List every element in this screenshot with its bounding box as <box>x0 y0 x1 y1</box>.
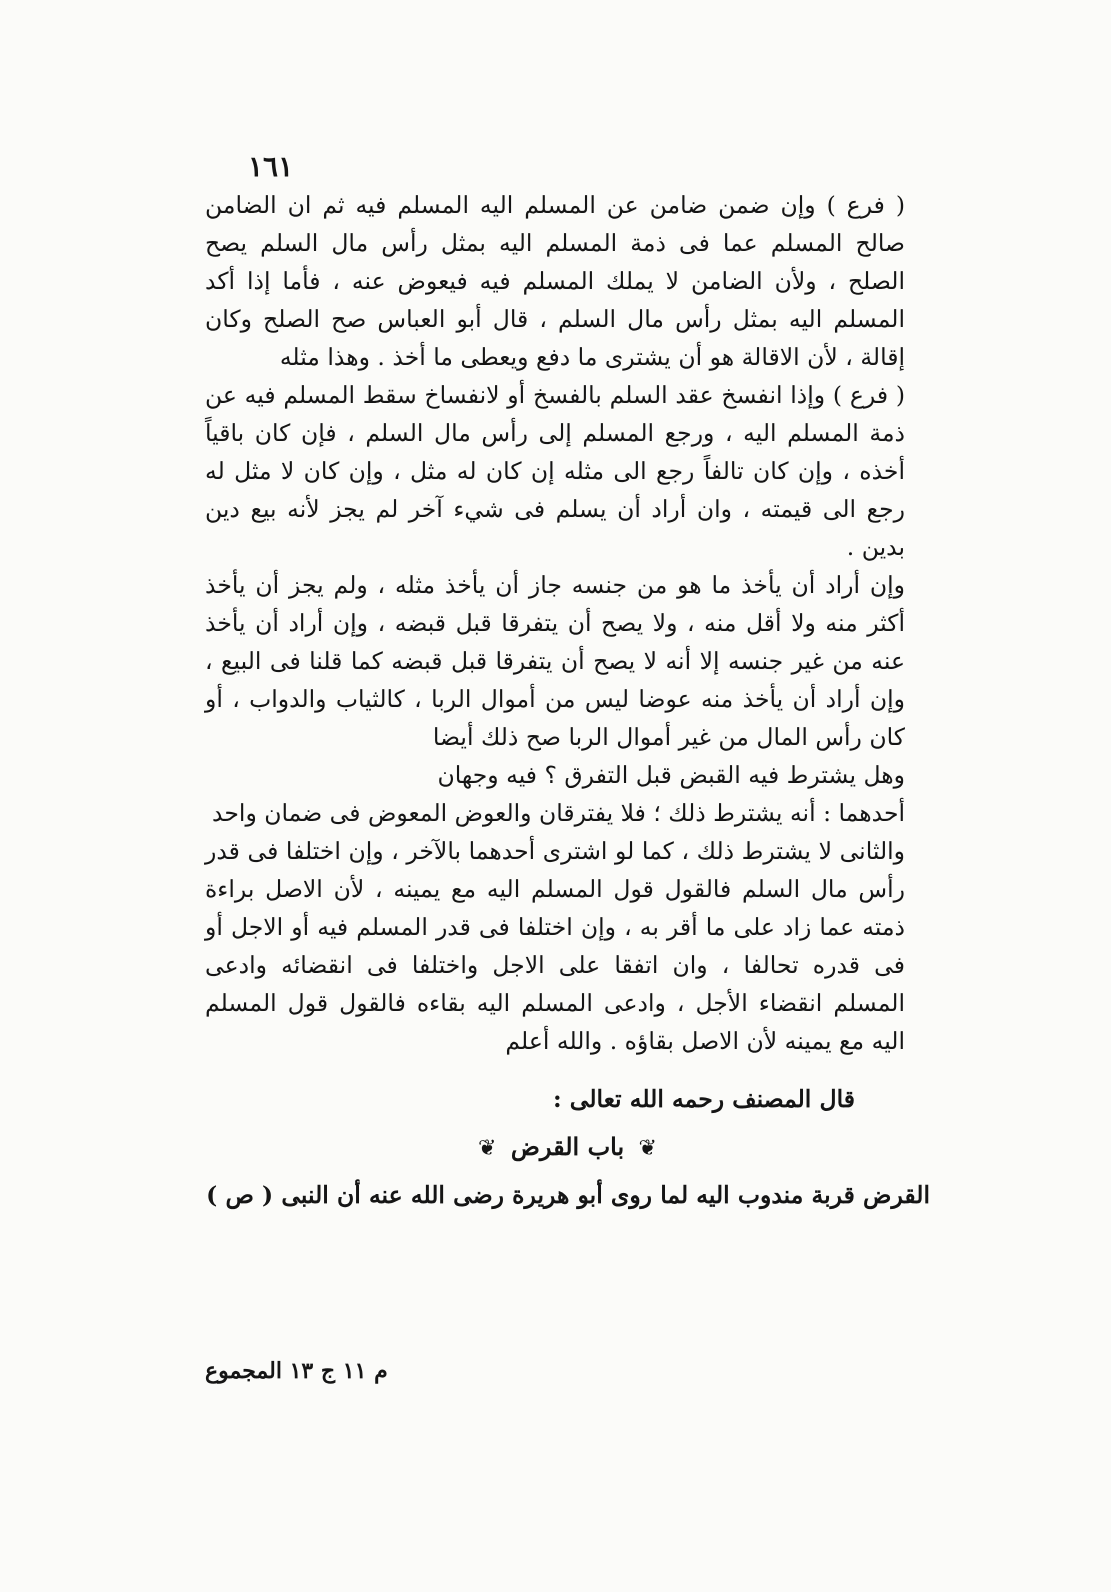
paragraph-first-view: أحدهما : أنه يشترط ذلك ؛ فلا يفترقان والعوض المعوض فى ضمان واحد <box>212 799 905 827</box>
chapter-title: باب القرض <box>510 1132 625 1161</box>
page-footer: م ١١ ج ١٣ المجموع <box>205 1358 388 1384</box>
paragraph-far-2: ( فرع ) وإذا انفسخ عقد السلم بالفسخ أو لانفساخ سقط المسلم فيه عن ذمة المسلم اليه ، ورجع المسلم إلى رأس مال السلم ، فإن كان باقياً أخذه ، وإن كان تالفاً رجع الى مثله إن كان له مثل ، وإن كان لا مثل له رجع الى قيمته ، وان أراد أن يسلم فى شيء آخر لم يجز لأنه بيع دين بدين . <box>205 381 905 561</box>
paragraph-3: وإن أراد أن يأخذ ما هو من جنسه جاز أن يأخذ مثله ، ولم يجز أن يأخذ أكثر منه ولا أقل منه ، ولا يصح أن يتفرقا قبل قبضه ، وإن أراد أن يأخذ عنه من غير جنسه إلا أنه لا يصح أن يتفرقا قبل قبضه كما قلنا فى البيع ، وإن أراد أن يأخذ منه عوضا ليس من أموال الربا ، كالثياب والدواب ، أو كان رأس المال من غير أموال الربا صح ذلك أيضا <box>205 571 905 751</box>
ornament-right-icon: ❦ <box>638 1136 657 1161</box>
chapter-first-line: القرض قربة مندوب اليه لما روى أبو هريرة رضى الله عنه أن النبى ( ص ) <box>206 1181 930 1209</box>
body-text <box>205 186 930 1214</box>
paragraph-question: وهل يشترط فيه القبض قبل التفرق ؟ فيه وجهان <box>437 761 905 789</box>
ornament-left-icon: ❦ <box>478 1136 497 1161</box>
page-number: ١٦١ <box>248 150 294 183</box>
paragraph-far-1: ( فرع ) وإن ضمن ضامن عن المسلم اليه المسلم فيه ثم ان الضامن صالح المسلم عما فى ذمة المسلم اليه بمثل رأس مال السلم يصح الصلح ، ولأن الضامن لا يملك المسلم فيه فيعوض عنه ، فأما إذا أكد المسلم اليه بمثل رأس مال السلم ، قال أبو العباس صح الصلح وكان إقالة ، لأن الاقالة هو أن يشترى ما دفع ويعطى ما أخذ . وهذا مثله <box>205 191 905 371</box>
chapter-heading <box>205 1128 930 1168</box>
paragraph-second-view: والثانى لا يشترط ذلك ، كما لو اشترى أحدهما بالآخر ، وإن اختلفا فى قدر رأس مال السلم فالقول قول المسلم اليه مع يمينه ، لأن الاصل براءة ذمته عما زاد على ما أقر به ، وإن اختلفا فى قدر المسلم فيه أو الاجل أو فى قدره تحالفا ، وان اتفقا على الاجل واختلفا فى انقضائه وادعى المسلم انقضاء الأجل ، وادعى المسلم اليه بقاءه فالقول قول المسلم اليه مع يمينه لأن الاصل بقاؤه . والله أعلم <box>205 837 905 1055</box>
author-line: قال المصنف رحمه الله تعالى : <box>552 1085 855 1113</box>
